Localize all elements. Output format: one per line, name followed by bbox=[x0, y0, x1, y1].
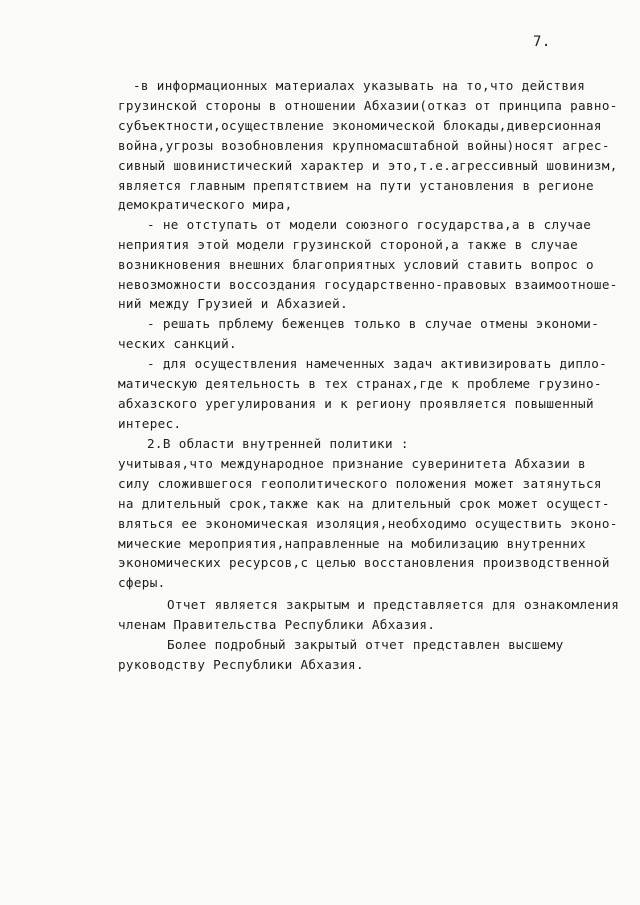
text-line: абхазского урегулирования и к региону проявляется повышенный bbox=[118, 396, 594, 411]
text-line: ческих санкций. bbox=[118, 336, 237, 351]
text-line: силу сложившегося геополитического положения может затянуться bbox=[118, 476, 602, 491]
section-heading: 2.В области внутренней политики : bbox=[147, 436, 409, 451]
text-line: невозможности воссоздания государственно-правовых взаимоотноше- bbox=[118, 277, 618, 292]
text-line: субъектности,осуществление экономической блокады,диверсионная bbox=[118, 118, 602, 133]
text-line: вляться ее экономическая изоляция,необходимо осуществить эконо- bbox=[118, 516, 618, 531]
text-line: руководству Республики Абхазия. bbox=[118, 657, 364, 672]
text-line: сивный шовинистический характер и это,т.е.агрессивный шовинизм, bbox=[118, 158, 618, 173]
text-line: - решать прблему беженцев только в случае отмены экономи- bbox=[147, 316, 600, 331]
text-line: Более подробный закрытый отчет представлен высшему bbox=[167, 637, 564, 652]
text-line: демократического мира, bbox=[118, 197, 293, 212]
text-line: является главным препятствием на пути установления в регионе bbox=[118, 178, 594, 193]
text-line: интерес. bbox=[118, 416, 182, 431]
text-line: матическую деятельность в тех странах,где к проблеме грузино- bbox=[118, 376, 602, 391]
text-line: экономических ресурсов,с целью восстановления производственной bbox=[118, 555, 610, 570]
text-line: неприятия этой модели грузинской стороной,а также в случае bbox=[118, 237, 579, 252]
text-line: - не отступать от модели союзного государства,а в случае bbox=[147, 217, 592, 232]
text-line: ний между Грузией и Абхазией. bbox=[118, 296, 349, 311]
text-line: -в информационных материалах указывать на то,что действия bbox=[133, 78, 586, 93]
text-line: возникновения внешних благоприятных условий ставить вопрос о bbox=[118, 257, 594, 272]
text-line: - для осуществления намеченных задач активизировать дипло- bbox=[147, 356, 608, 371]
text-line: грузинской стороны в отношении Абхазии(отказ от принципа равно- bbox=[118, 98, 618, 113]
text-line: учитывая,что международное признание суверинитета Абхазии в bbox=[118, 456, 586, 471]
text-line: мические мероприятия,направленные на мобилизацию внутренних bbox=[118, 536, 586, 551]
page-number: 7. bbox=[533, 34, 551, 50]
text-line: на длительный срок,также как на длительный срок может осущест- bbox=[118, 496, 610, 511]
text-line: война,угрозы возобновления крупномасштабной войны)носят агрес- bbox=[118, 138, 610, 153]
text-line: Отчет является закрытым и представляется для ознакомления bbox=[167, 597, 620, 612]
text-line: членам Правительства Республики Абхазия. bbox=[118, 617, 436, 632]
text-line: сферы. bbox=[118, 575, 166, 590]
